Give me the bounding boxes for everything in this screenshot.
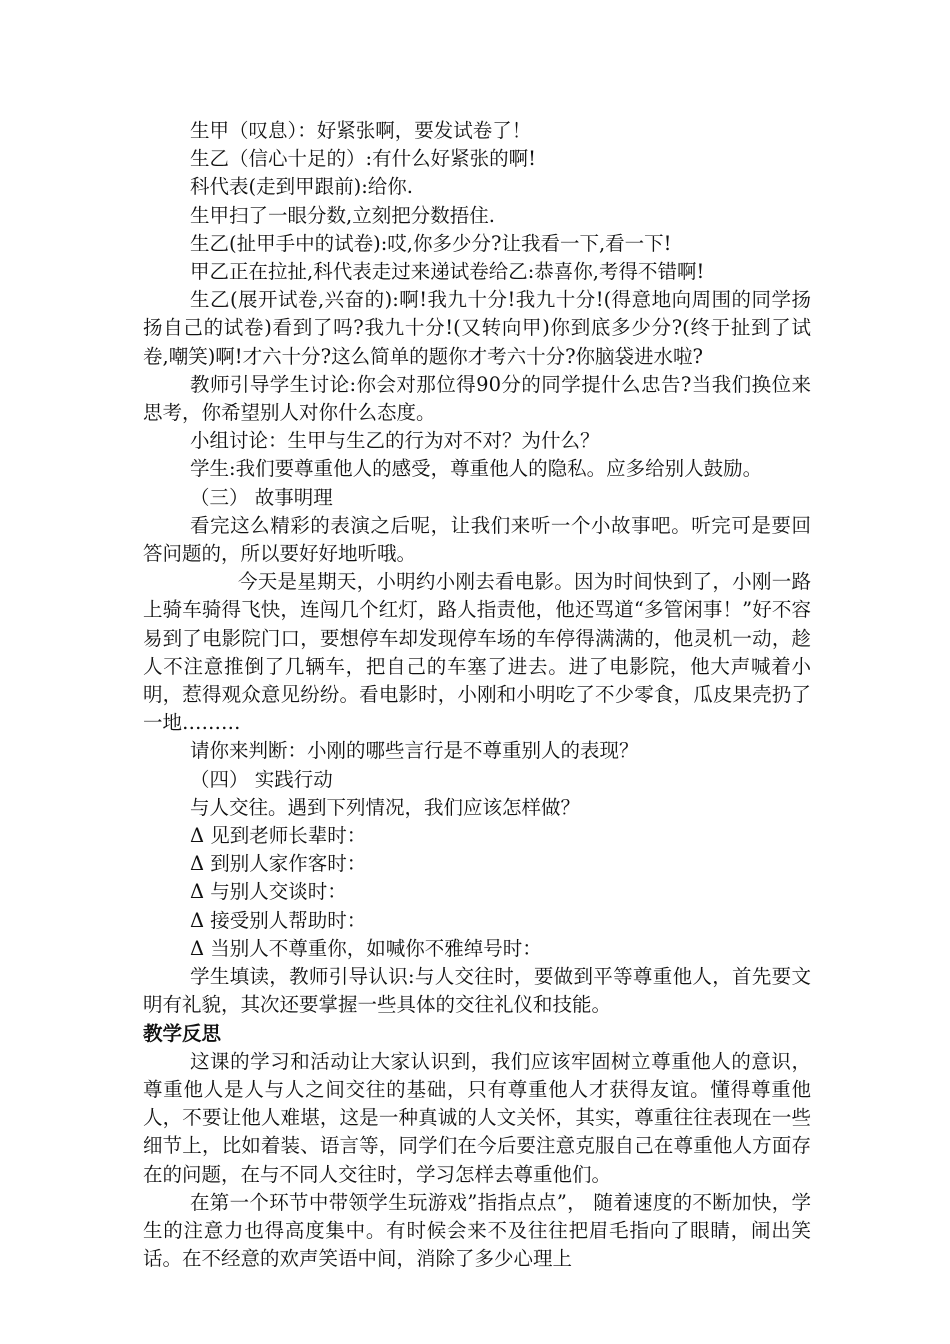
reflection-paragraph: 在第一个环节中带领学生玩游戏”指指点点”， 随着速度的不断加快，学生的注意力也得高度集中。有时候会来不及往往把眉毛指向了眼睛，闹出笑话。在不经意的欢声笑语中间，消除了多少心理上: [143, 1190, 811, 1271]
dialogue-line: 科代表(走到甲跟前):给你.: [190, 175, 413, 199]
document-body: [143, 117, 811, 1273]
bullet-item: Δ 与别人交谈时：: [190, 880, 347, 904]
dialogue-line: 生甲扫了一眼分数,立刻把分数捂住.: [190, 203, 495, 227]
teacher-guidance-paragraph: 教师引导学生讨论:你会对那位得90分的同学提什么忠告?当我们换位来思考，你希望别人对你什么态度。: [143, 372, 811, 425]
group-discussion-line: 小组讨论：生甲与生乙的行为对不对？为什么？: [190, 429, 600, 453]
dialogue-line: 生甲（叹息）：好紧张啊，要发试卷了！: [190, 119, 532, 142]
reflection-paragraph: 这课的学习和活动让大家认识到，我们应该牢固树立尊重他人的意识，尊重他人是人与人之间交往的基础，只有尊重他人才获得友谊。懂得尊重他人，不要让他人难堪，这是一种真诚的人文关怀，其实，尊重往往表现在一些细节上，比如着装、语言等，同学们在今后要注意克服自己在尊重他人方面存在的问题，在与不同人交往时，学习怎样去尊重他们。: [143, 1049, 811, 1186]
bullet-item: Δ 接受别人帮助时：: [190, 908, 367, 932]
bullet-item: Δ 当别人不尊重你，如喊你不雅绰号时：: [190, 936, 542, 960]
student-response-paragraph: 学生:我们要尊重他人的感受，尊重他人的隐私。应多给别人鼓励。: [190, 457, 763, 481]
summary-paragraph: 学生填读，教师引导认识:与人交往时，要做到平等尊重他人，首先要文明有礼貌，其次还要掌握一些具体的交往礼仪和技能。: [143, 965, 811, 1017]
story-paragraph: 今天是星期天，小明约小刚去看电影。因为时间快到了，小刚一路上骑车骑得飞快，连闯几个红灯，路人指责他，他还骂道“多管闲事！”好不容易到了电影院门口，要想停车却发现停车场的车停得满满的，他灵机一动，趁人不注意推倒了几辆车，把自己的车塞了进去。进了电影院，他大声喊着小明，惹得观众意见纷纷。看电影时，小刚和小明吃了不少零食，瓜皮果壳扔了一地………: [143, 570, 811, 735]
section-heading-practice: （四） 实践行动: [190, 767, 333, 791]
dialogue-line: 生乙(扯甲手中的试卷):哎,你多少分?让我看一下,看一下!: [190, 231, 672, 255]
bullet-item: Δ 见到老师长辈时：: [190, 824, 367, 848]
dialogue-paragraph: 生乙(展开试卷,兴奋的):啊!我九十分!我九十分!(得意地向周围的同学扬扬自己的试卷)看到了吗?我九十分!(又转向甲)你到底多少分?(终于扯到了试卷,嘲笑)啊!才六十分?这么简单的题你才考六十分?你脑袋进水啦?: [143, 288, 811, 368]
bullet-item: Δ 到别人家作客时：: [190, 852, 367, 876]
question-line: 请你来判断：小刚的哪些言行是不尊重别人的表现？: [190, 739, 639, 763]
section-heading-story: （三） 故事明理: [190, 485, 333, 509]
reflection-heading: 教学反思: [143, 1021, 222, 1045]
dialogue-line: 生乙（信心十足的）:有什么好紧张的啊!: [190, 147, 536, 171]
dialogue-line: 甲乙正在拉扯,科代表走过来递试卷给乙:恭喜你,考得不错啊!: [190, 260, 705, 284]
story-intro-paragraph: 看完这么精彩的表演之后呢，让我们来听一个小故事吧。听完可是要回答问题的，所以要好好地听哦。: [143, 513, 811, 566]
practice-intro-line: 与人交往。遇到下列情况，我们应该怎样做？: [190, 795, 581, 819]
